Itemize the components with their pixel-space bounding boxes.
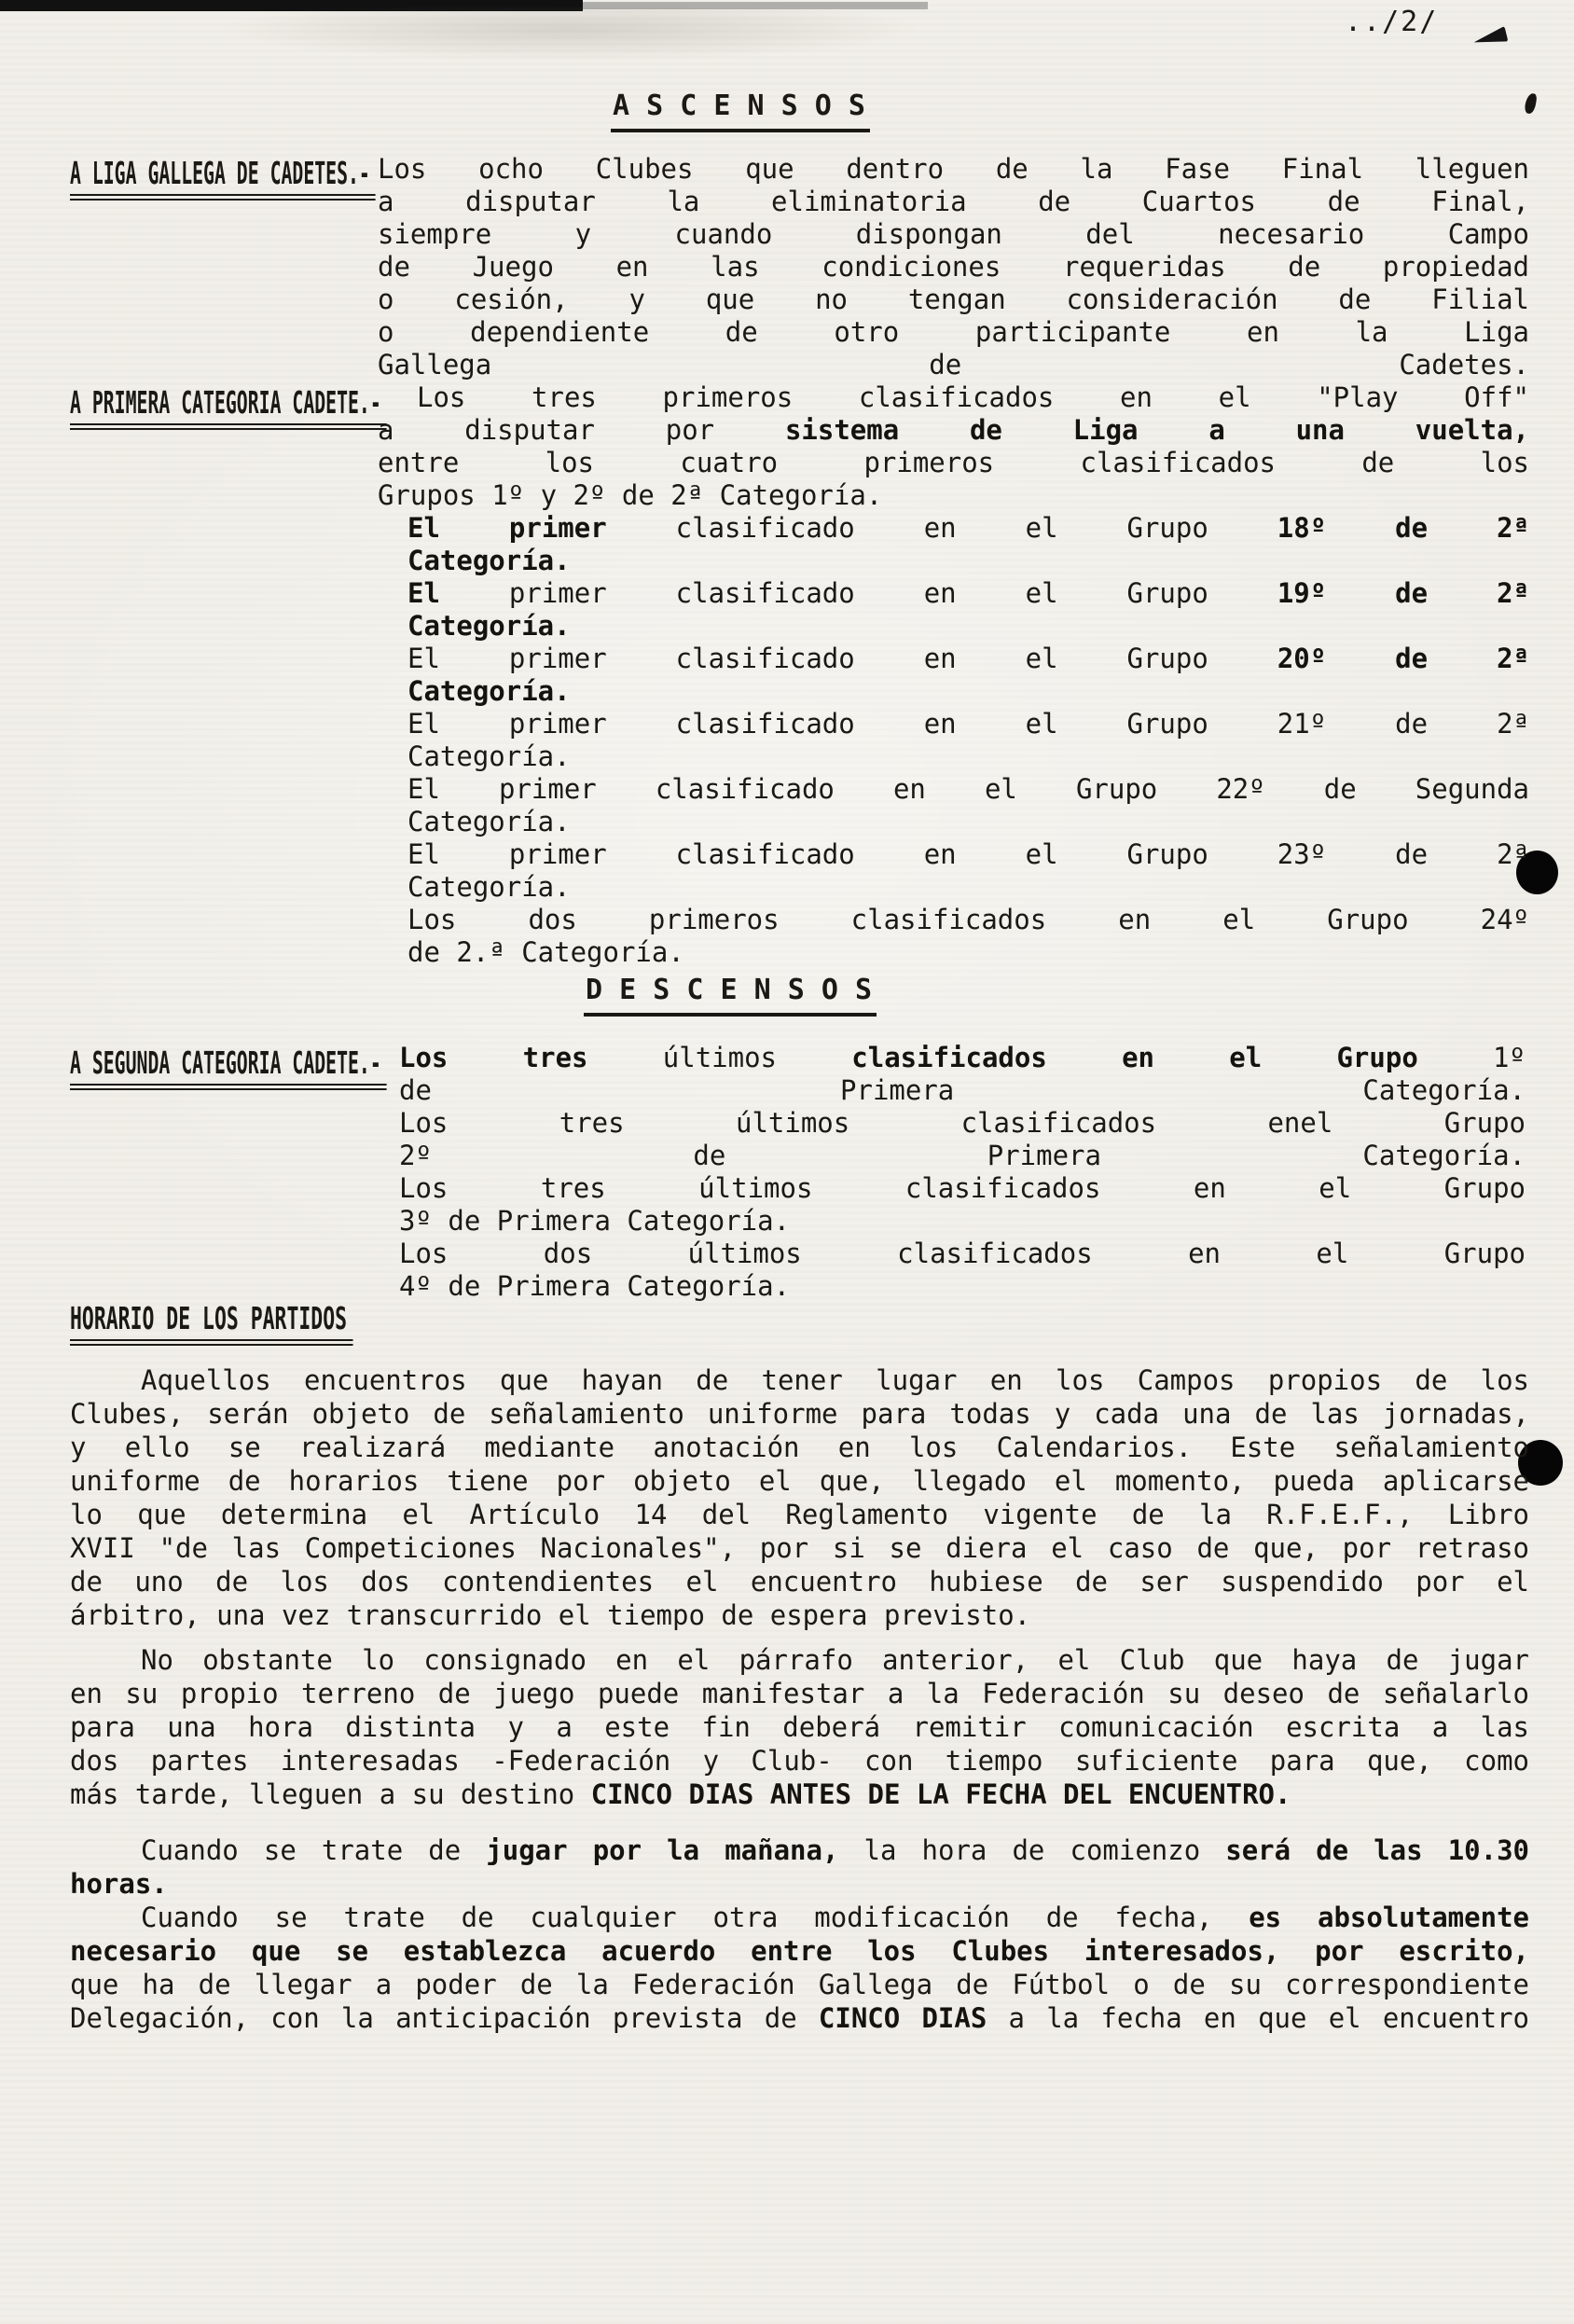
text-line [378,740,1529,773]
text-segment: a disputar la eliminatoria de Cuartos de Final, [378,186,1529,217]
text-segment: a disputar por [378,414,785,446]
text-segment: Aquellos encuentros que hayan de tener lugar en los Campos propios de los [141,1364,1529,1396]
text-line [378,577,1529,610]
text-segment: en su propio terreno de juego puede manifestar a la Federación su deseo de señalarlo [70,1678,1529,1709]
text-line [378,610,1529,643]
text-segment: Delegación, con la anticipación prevista de [70,2002,819,2034]
bold-text-segment: Categoría. [407,545,571,576]
text-segment: dos partes interesadas -Federación y Club- con tiempo suficiente para que, como [70,1745,1529,1777]
text-line [70,1397,1529,1431]
text-line [70,1710,1529,1744]
text-segment: para una hora distinta y a este fin deberá remitir comunicación escrita a las [70,1711,1529,1743]
text-segment: o cesión, y que no tengan consideración de Filial [378,284,1529,315]
bold-text-segment: jugar por la mañana, [486,1834,839,1866]
text-line [70,1363,1529,1397]
bold-text-segment: Categoría. [407,610,571,642]
text-segment: Categoría. [407,871,571,903]
text-segment: la hora de comienzo [838,1834,1226,1866]
text-segment: Los tres últimos clasificados en el Grupo [399,1172,1526,1204]
text-line [378,806,1529,838]
text-segment: más tarde, lleguen a su destino [70,1778,591,1810]
bold-text-segment: 18º de 2ª [1277,512,1529,544]
text-segment: siempre y cuando dispongan del necesario Campo [378,218,1529,250]
text-line [70,1498,1529,1531]
text-line [70,1934,1529,1968]
text-segment: de Juego en las condiciones requeridas de propiedad [378,251,1529,283]
pen-mark-icon [1471,26,1508,49]
text-segment: Los dos primeros clasificados en el Grupo 24º [407,904,1529,935]
text-line [70,1867,1529,1901]
scan-smudge [214,7,923,62]
text-segment: entre los cuatro primeros clasificados de los [378,447,1529,478]
text-line [70,1531,1529,1565]
text-line [70,1677,1529,1710]
bold-text-segment: necesario que se establezca acuerdo entre los Clubes interesados, por escrito, [70,1935,1529,1967]
text-segment: uniforme de horarios tiene por objeto el que, llegado el momento, pueda aplicarse [70,1465,1529,1497]
text-segment: Clubes, serán objeto de señalamiento uniforme para todas y cada una de las jornadas, [70,1398,1529,1430]
entry-text-segunda-categoria [399,1042,1526,1303]
text-line [378,479,1529,512]
bold-text-segment: Categoría. [407,675,571,707]
text-segment: El primer clasificado en el Grupo 21º de 2ª [407,708,1529,740]
text-segment: Grupos 1º y 2º de 2ª Categoría. [378,479,883,511]
text-line [70,1464,1529,1498]
text-segment: XVII "de las Competiciones Nacionales", por si se diera el caso de que, por retraso [70,1532,1529,1564]
text-segment: Cuando se trate de cualquier otra modificación de fecha, [141,1902,1250,1933]
text-segment: 1º [1417,1042,1526,1073]
page-continuation-marker: ../2/ [1345,6,1439,38]
text-segment: de 2.ª Categoría. [407,936,684,968]
text-segment: Los dos últimos clasificados en el Grupo [399,1238,1526,1269]
text-segment: 3º de Primera Categoría. [399,1205,791,1237]
text-line [378,153,1529,186]
text-segment: Los tres últimos clasificados enel Grupo [399,1107,1526,1139]
section-title-descensos: D E S C E N S O S [584,974,877,1017]
text-line [399,1140,1526,1172]
text-line [70,1598,1529,1632]
text-line [70,1643,1529,1677]
paragraph-modificacion-fecha [70,1901,1529,2035]
text-segment: últimos [587,1042,852,1073]
bold-text-segment: Los tres [399,1042,588,1073]
text-segment: de uno de los dos contendientes el encuentro hubiese de ser suspendido por el [70,1566,1529,1598]
text-segment: lo que determina el Artículo 14 del Reglamento vigente de la R.F.E.F., Libro [70,1499,1529,1530]
bold-text-segment: El [407,577,440,609]
text-segment: primer clasificado en el Grupo [439,577,1277,609]
text-segment: árbitro, una vez transcurrido el tiempo de espera previsto. [70,1599,1031,1631]
text-segment: El primer clasificado en el Grupo 22º de Segunda [407,773,1529,805]
text-line [70,1565,1529,1598]
text-line [378,284,1529,316]
bold-text-segment: CINCO DIAS [818,2002,987,2034]
text-line [378,218,1529,251]
text-segment: Cuando se trate de [141,1834,487,1866]
text-line [378,349,1529,381]
section-title-ascensos: A S C E N S O S [611,90,870,132]
entry-text-liga-gallega [378,153,1529,381]
text-line [70,1833,1529,1867]
paragraph-senalamiento-uniforme [70,1363,1529,1632]
text-segment: 2º de Primera Categoría. [399,1140,1526,1171]
bold-text-segment: El primer [407,512,607,544]
text-segment: Categoría. [407,806,571,837]
bold-text-segment: 20º de 2ª [1277,643,1530,674]
bold-text-segment: clasificados en el Grupo [851,1042,1418,1073]
text-line [378,316,1529,349]
text-line [378,675,1529,708]
text-line [378,773,1529,806]
text-line [378,643,1529,675]
entry-label-liga-gallega-cadetes: A LIGA GALLEGA DE CADETES.- [70,155,376,201]
paragraph-jugar-manana [70,1833,1529,1901]
bold-text-segment: CINCO DIAS ANTES DE LA FECHA DEL ENCUENTRO. [590,1778,1291,1810]
text-segment: Los tres primeros clasificados en el "Play Off" [417,381,1529,413]
bold-text-segment: sistema de Liga a una vuelta, [784,414,1529,446]
paragraph-no-obstante [70,1643,1529,1811]
text-segment: a la fecha en que el encuentro [987,2002,1529,2034]
text-segment: Los ocho Clubes que dentro de la Fase Final lleguen [378,153,1529,185]
text-line [378,871,1529,904]
text-line [378,186,1529,218]
text-line [378,936,1529,969]
bold-text-segment: horas. [70,1868,168,1900]
text-segment: y ello se realizará mediante anotación en los Calendarios. Este señalamiento [70,1432,1529,1463]
text-segment: clasificado en el Grupo [606,512,1277,544]
text-segment: El primer clasificado en el Grupo [407,643,1277,674]
text-line [70,2001,1529,2035]
text-line [70,1431,1529,1464]
text-line [399,1205,1526,1238]
text-line [378,381,1529,414]
text-segment: que ha de llegar a poder de la Federación Gallega de Fútbol o de su correspondiente [70,1969,1529,2000]
text-segment: El primer clasificado en el Grupo 23º de 2ª [407,838,1529,870]
text-line [378,545,1529,577]
text-line [399,1042,1526,1074]
text-line [399,1172,1526,1205]
text-segment: Gallega de Cadetes. [378,349,1529,380]
text-line [70,1968,1529,2001]
heading-horario-partidos: HORARIO DE LOS PARTIDOS [70,1300,353,1346]
text-line [70,1901,1529,1934]
text-line [399,1270,1526,1303]
text-line [378,414,1529,447]
entry-text-primera-categoria [378,381,1529,969]
text-line [378,838,1529,871]
text-segment: o dependiente de otro participante en la Liga [378,316,1529,348]
text-line [399,1107,1526,1140]
text-line [70,1778,1529,1811]
text-segment: de Primera Categoría. [399,1074,1526,1106]
entry-label-primera-categoria-cadete: A PRIMERA CATEGORIA CADETE.- [70,384,387,430]
text-segment: 4º de Primera Categoría. [399,1270,791,1302]
text-line [70,1744,1529,1778]
text-line [378,251,1529,284]
text-line [378,708,1529,740]
text-line [378,512,1529,545]
text-line [378,904,1529,936]
bold-text-segment: es absolutamente [1249,1902,1529,1933]
entry-label-segunda-categoria-cadete: A SEGUNDA CATEGORIA CADETE.- [70,1044,387,1090]
bold-text-segment: será de las 10.30 [1225,1834,1529,1866]
ink-speck-mark [1524,92,1538,115]
bold-text-segment: 19º de 2ª [1277,577,1530,609]
text-segment: Categoría. [407,740,571,772]
text-line [399,1238,1526,1270]
text-segment: No obstante lo consignado en el párrafo anterior, el Club que haya de jugar [141,1644,1529,1676]
text-line [399,1074,1526,1107]
text-line [378,447,1529,479]
